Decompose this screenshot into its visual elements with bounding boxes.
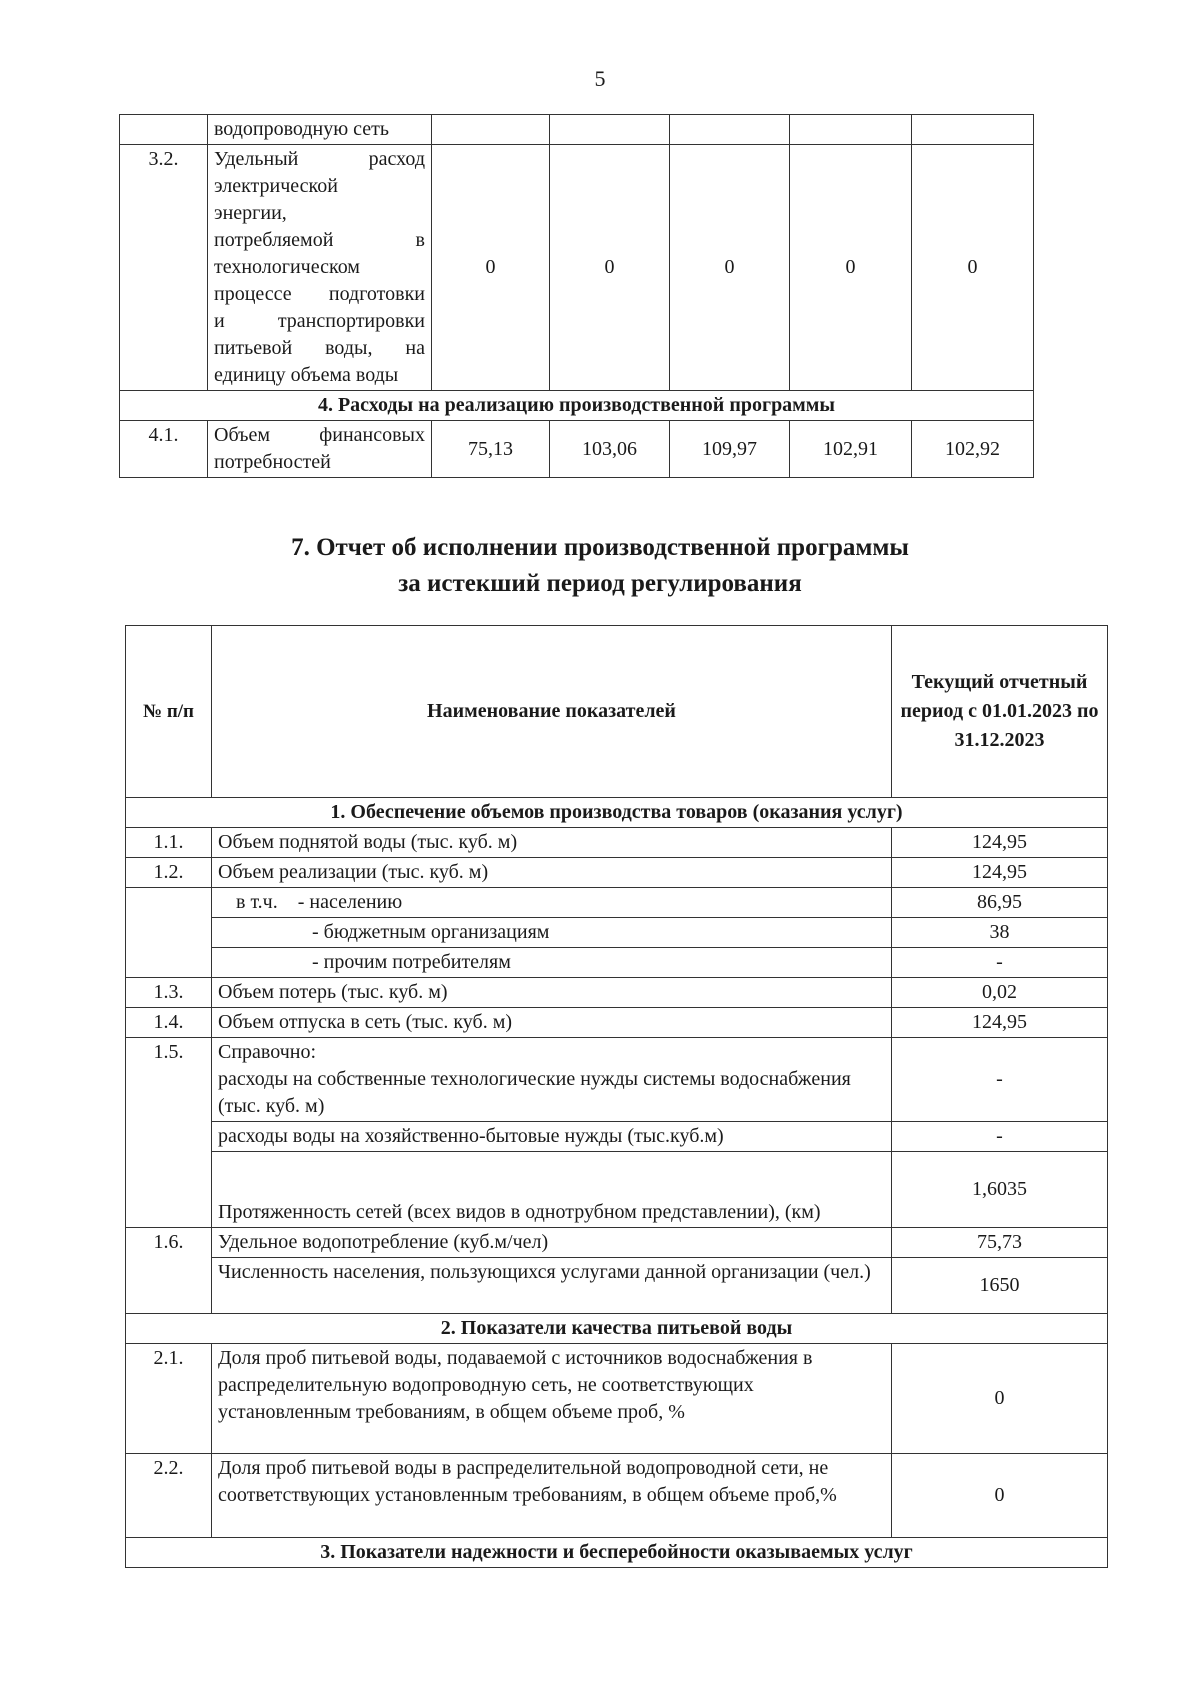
table-row (126, 1122, 1108, 1152)
row-name: Объем реализации (тыс. куб. м) (212, 858, 892, 888)
table-row (126, 828, 1108, 858)
value-cell: 103,06 (550, 421, 670, 478)
table-row (120, 115, 1034, 145)
table-row (126, 1228, 1108, 1258)
section-heading: 1. Обеспечение объемов производства товаров (оказания услуг) (126, 798, 1108, 828)
table-row (126, 1008, 1108, 1038)
row-number: 1.3. (126, 978, 212, 1008)
row-number: 1.1. (126, 828, 212, 858)
value-cell: - (892, 948, 1108, 978)
row-name: Объем финансовых потребностей (208, 421, 432, 478)
value-cell: 1,6035 (892, 1152, 1108, 1228)
page-number: 5 (594, 66, 606, 91)
row-number: 1.6. (126, 1228, 212, 1258)
row-number: 1.4. (126, 1008, 212, 1038)
section-heading: 4. Расходы на реализацию производственной программы (120, 391, 1034, 421)
row-name: расходы воды на хозяйственно-бытовые нужды (тыс.куб.м) (212, 1122, 892, 1152)
row-name: - бюджетным организациям (212, 918, 892, 948)
row-name: Справочно: расходы на собственные технологические нужды системы водоснабжения (тыс. куб. м) (212, 1038, 892, 1122)
section-row (126, 1538, 1108, 1568)
table-row (126, 858, 1108, 888)
table-row (126, 888, 1108, 918)
value-cell: 0 (670, 145, 790, 391)
row-name: Объем поднятой воды (тыс. куб. м) (212, 828, 892, 858)
table-row (126, 1258, 1108, 1314)
header-name: Наименование показателей (212, 626, 892, 798)
table-row (120, 145, 1034, 391)
value-cell: 124,95 (892, 1008, 1108, 1038)
value-cell: 0 (912, 145, 1034, 391)
row-name: Доля проб питьевой воды в распределительной водопроводной сети, не соответствующих установленным требованиям, в общем объеме проб,% (212, 1454, 892, 1538)
row-number: 1.2. (126, 858, 212, 888)
section-heading: 3. Показатели надежности и бесперебойности оказываемых услуг (126, 1538, 1108, 1568)
value-cell: 0 (432, 145, 550, 391)
table-row (126, 918, 1108, 948)
value-cell: 0 (790, 145, 912, 391)
row-number: 4.1. (120, 421, 208, 478)
row-name: - прочим потребителям (212, 948, 892, 978)
header-row (126, 626, 1108, 798)
row-number: 2.1. (126, 1344, 212, 1454)
value-cell: 124,95 (892, 828, 1108, 858)
row-name: Объем потерь (тыс. куб. м) (212, 978, 892, 1008)
section-row (120, 391, 1034, 421)
table-row (126, 1344, 1108, 1454)
value-cell: 0 (550, 145, 670, 391)
row-number: 1.5. (126, 1038, 212, 1122)
value-cell: 124,95 (892, 858, 1108, 888)
value-cell: 38 (892, 918, 1108, 948)
table-row (126, 978, 1108, 1008)
row-name: Доля проб питьевой воды, подаваемой с источников водоснабжения в распределительную водопроводную сеть, не соответствующих установленным требованиям, в общем объеме проб, % (212, 1344, 892, 1454)
value-cell: 0 (892, 1344, 1108, 1454)
table-row (120, 421, 1034, 478)
production-program-table (119, 114, 1034, 478)
row-name: в т.ч. - населению (212, 888, 892, 918)
value-cell: 109,97 (670, 421, 790, 478)
value-cell: 102,92 (912, 421, 1034, 478)
value-cell: 0 (892, 1454, 1108, 1538)
section-row (126, 1314, 1108, 1344)
table-row (126, 1038, 1108, 1122)
row-number: 2.2. (126, 1454, 212, 1538)
section-row (126, 798, 1108, 828)
table-row (126, 948, 1108, 978)
header-num: № п/п (126, 626, 212, 798)
report-table (125, 625, 1108, 1568)
value-cell: 0,02 (892, 978, 1108, 1008)
table-row (126, 1152, 1108, 1228)
table-row (126, 1454, 1108, 1538)
section-title: 7. Отчет об исполнении производственной программы за истекший период регулирования (291, 534, 909, 597)
value-cell: - (892, 1038, 1108, 1122)
row-name: Протяженность сетей (всех видов в однотрубном представлении), (км) (212, 1152, 892, 1228)
value-cell: 75,13 (432, 421, 550, 478)
header-period: Текущий отчетный период с 01.01.2023 по 31.12.2023 (892, 626, 1108, 798)
row-name: водопроводную сеть (208, 115, 432, 145)
section-heading: 2. Показатели качества питьевой воды (126, 1314, 1108, 1344)
row-number: 3.2. (120, 145, 208, 391)
value-cell: 75,73 (892, 1228, 1108, 1258)
value-cell: 102,91 (790, 421, 912, 478)
value-cell: - (892, 1122, 1108, 1152)
row-name: Удельное водопотребление (куб.м/чел) (212, 1228, 892, 1258)
row-name: Удельный расход электрической энергии, потребляемой в технологическом процессе подготовки и транспортировки питьевой воды, на единицу объема воды (208, 145, 432, 391)
row-name: Численность населения, пользующихся услугами данной организации (чел.) (212, 1258, 892, 1314)
value-cell: 86,95 (892, 888, 1108, 918)
value-cell: 1650 (892, 1258, 1108, 1314)
row-name: Объем отпуска в сеть (тыс. куб. м) (212, 1008, 892, 1038)
